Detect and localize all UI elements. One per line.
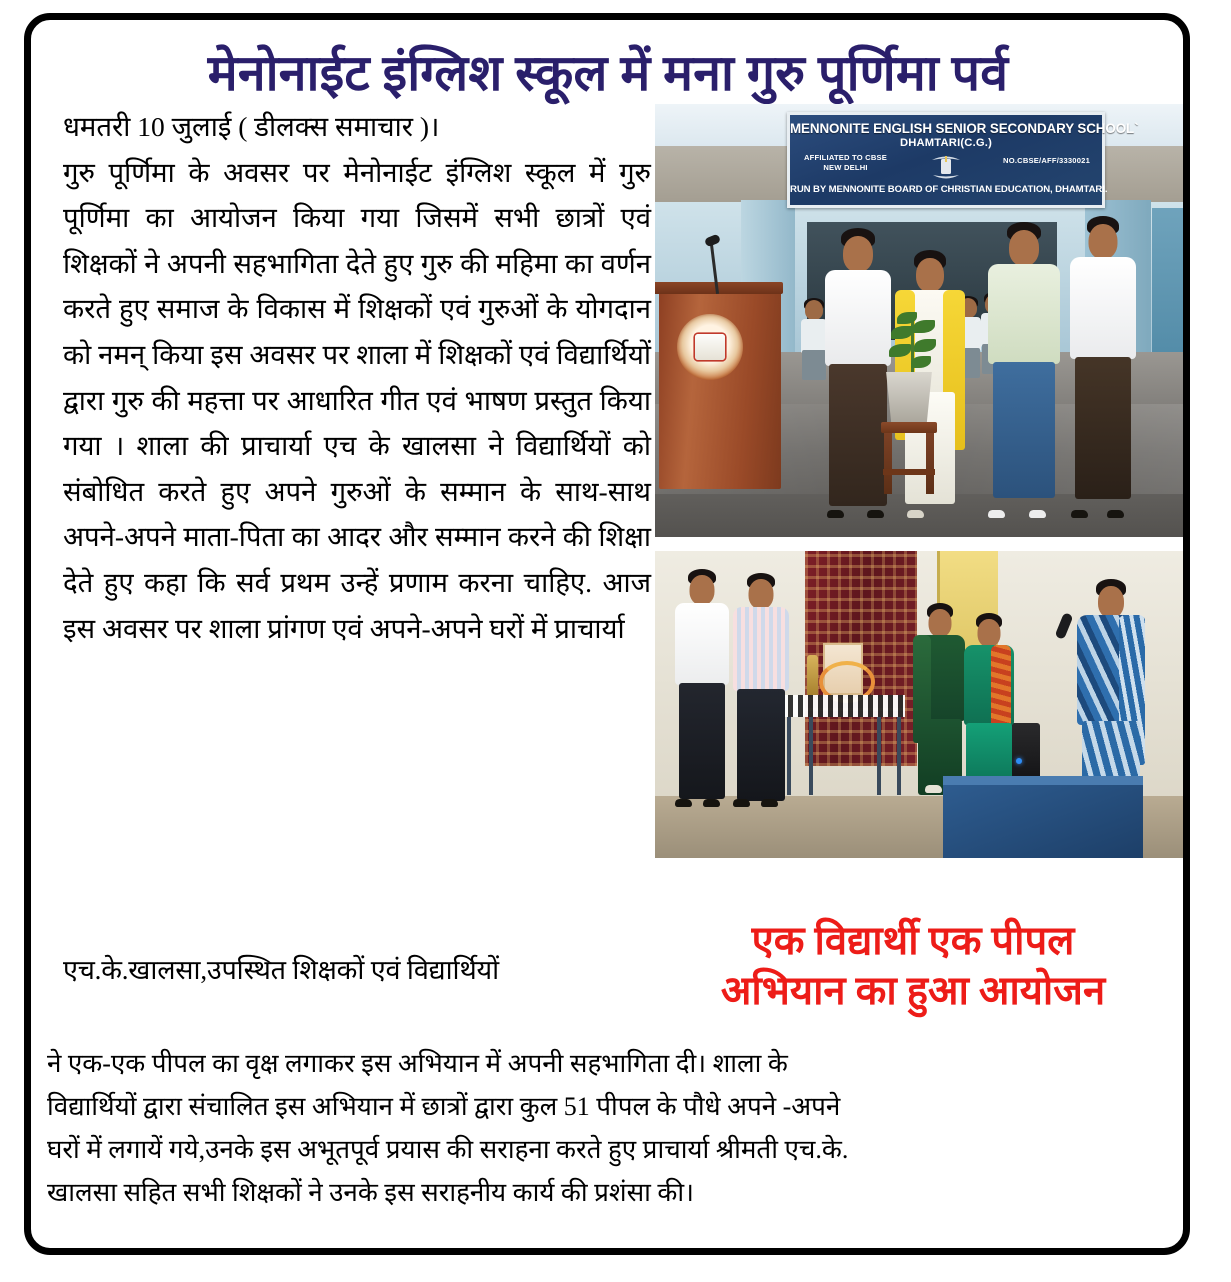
checked-cloth-table bbox=[783, 695, 905, 717]
person-teacher-right-polo bbox=[985, 222, 1063, 518]
ceremonial-lamp bbox=[807, 655, 818, 695]
clipping-content bbox=[31, 20, 1183, 1248]
school-banner-cbse-number: NO.CBSE/AFF/3330021 bbox=[1003, 155, 1090, 165]
article-upper-zone bbox=[47, 104, 1169, 985]
newspaper-clipping-frame bbox=[24, 13, 1190, 1255]
school-banner-name: MENNONITE ENGLISH SENIOR SECONDARY SCHOOL` bbox=[790, 121, 1139, 136]
plant-pot bbox=[883, 372, 935, 424]
school-banner-run-by: RUN BY MENNONITE BOARD OF CHRISTIAN EDUCATION, DHAMTARI. bbox=[790, 183, 1108, 195]
article-headline: मेनोनाईट इंग्लिश स्कूल में मना गुरु पूर्णिमा पर्व bbox=[207, 45, 1009, 101]
podium-top bbox=[655, 282, 783, 294]
school-crest-icon bbox=[929, 151, 963, 183]
podium-emblem-core bbox=[695, 334, 725, 360]
school-banner bbox=[787, 112, 1139, 208]
person-staff-left-white bbox=[673, 569, 731, 807]
blue-dais-table-edge bbox=[943, 776, 1143, 785]
article-bottom-paragraph bbox=[47, 1042, 1169, 1214]
bottom-line: विद्यार्थियों द्वारा संचालित इस अभियान में छात्रों द्वारा कुल 51 पीपल के पौधे अपने -अपने bbox=[47, 1092, 841, 1121]
photo-caption-line1: एक विद्यार्थी एक पीपल bbox=[751, 918, 1075, 963]
person-teacher-far-right bbox=[1067, 216, 1139, 518]
article-column-tail-line: एच.के.खालसा,उपस्थित शिक्षकों एवं विद्यार्थियों bbox=[63, 955, 499, 985]
article-column-text: गुरु पूर्णिमा के अवसर पर मेनोनाईट इंग्लिश स्कूल में गुरु पूर्णिमा का आयोजन किया गया जिसमें सभी छात्रों एवं शिक्षकों ने अपनी सहभागिता देते हुए गुरु की महिमा का वर्णन करते हुए समाज के विकास में शिक्षकों एवं गुरुओं के योगदान को नमन् किया इस अवसर पर शाला में शिक्षकों एवं विद्यार्थियों द्वारा गुरु की महत्ता पर आधारित गीत एवं भाषण प्रस्तुत किया गया । शाला की प्राचार्या एच के खालसा ने विद्यार्थियों को संबोधित करते हुए अपने गुरुओं के सम्मान के साथ-साथ अपने-अपने माता-पिता का आदर और सम्मान करने की शिक्षा देते हुए कहा कि सर्व प्रथम उन्हें प्रणाम करना चाहिए. आज इस अवसर पर शाला प्रांगण एवं अपने-अपने घरों में प्राचार्या bbox=[63, 156, 651, 644]
photo-principal-speech bbox=[655, 551, 1190, 858]
blue-dais-table bbox=[943, 776, 1143, 858]
table-legs bbox=[787, 717, 901, 795]
school-banner-city: DHAMTARI(C.G.) bbox=[899, 137, 993, 150]
bottom-line: ने एक-एक पीपल का वृक्ष लगाकर इस अभियान में अपनी सहभागिता दी। शाला के bbox=[47, 1049, 788, 1078]
peepal-sapling bbox=[887, 312, 939, 376]
school-banner-middle-row bbox=[790, 153, 1102, 183]
person-woman-green-orange-saree bbox=[961, 613, 1017, 793]
article-dateline: धमतरी 10 जुलाई ( डीलक्स समाचार )। bbox=[63, 111, 440, 142]
photo-tree-planting-ceremony bbox=[655, 104, 1190, 537]
photo-stack bbox=[655, 104, 1190, 858]
wooden-stool bbox=[881, 422, 937, 494]
person-staff-left-striped bbox=[731, 573, 791, 807]
photo-caption-red bbox=[643, 916, 1183, 1016]
bottom-line: खालसा सहित सभी शिक्षकों ने उनके इस सराहनीय कार्य की प्रशंसा की। bbox=[47, 1178, 694, 1207]
school-banner-affiliation-line2: NEW DELHI bbox=[823, 162, 868, 172]
article-body-column bbox=[63, 104, 651, 651]
school-banner-affiliation-line1: AFFILIATED TO CBSE bbox=[804, 152, 888, 162]
person-woman-dark-green bbox=[913, 603, 967, 793]
school-banner-affiliation bbox=[804, 153, 887, 174]
bottom-line: घरों में लगायें गये,उनके इस अभूतपूर्व प्रयास की सराहना करते हुए प्राचार्या श्रीमती एच.के. bbox=[47, 1135, 849, 1164]
photo-caption-line2: अभियान का हुआ आयोजन bbox=[720, 968, 1106, 1013]
podium-school-emblem bbox=[677, 314, 743, 380]
